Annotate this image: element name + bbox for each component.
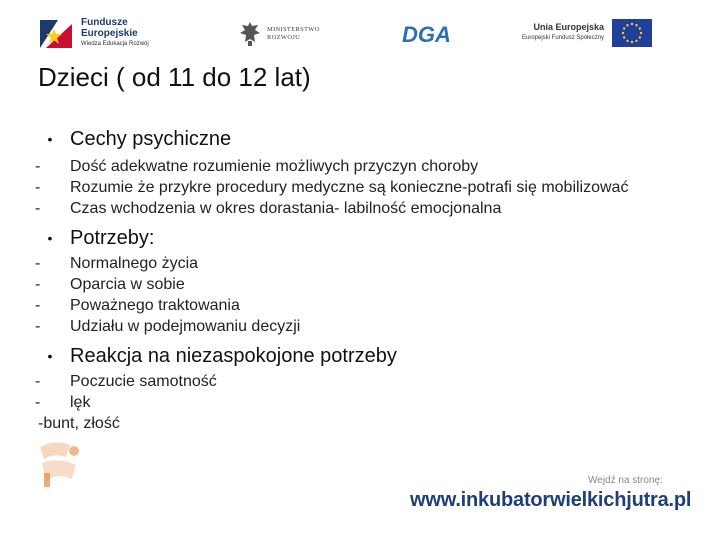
section-heading — [30, 225, 670, 251]
section-needs — [30, 225, 670, 337]
eu-line1: Unia Europejska — [533, 22, 605, 32]
bullet-icon: • — [47, 230, 53, 246]
dga-logo: DGA — [402, 22, 451, 47]
item-text: Rozumie że przykre procedury medyczne są konieczne-potrafi się mobilizować — [70, 179, 629, 196]
inkubator-logo-icon — [36, 437, 88, 493]
dash-marker: - — [35, 179, 41, 196]
section-heading — [30, 343, 670, 369]
bullet-icon: • — [47, 131, 53, 147]
fe-line1: Fundusze — [81, 16, 128, 28]
list-item — [30, 198, 670, 219]
eu-line2: Europejski Fundusz Społeczny — [522, 35, 605, 41]
item-text: Poważnego traktowania — [70, 297, 240, 314]
list-item — [30, 156, 670, 177]
dash-marker: - — [35, 200, 41, 217]
list-item — [30, 316, 670, 337]
bullet-icon: • — [47, 348, 53, 364]
list-item — [30, 371, 670, 392]
list-item — [30, 274, 670, 295]
heading-text: Cechy psychiczne — [70, 127, 232, 150]
fe-star-mark-icon — [36, 14, 76, 52]
item-text: Oparcia w sobie — [70, 276, 185, 293]
dash-marker: - — [35, 255, 41, 272]
item-text: lęk — [70, 394, 91, 411]
ministry-text — [267, 26, 320, 42]
list-item — [30, 177, 670, 198]
eu-text — [522, 22, 604, 44]
eu-flag-icon — [612, 19, 652, 47]
dash-marker: - — [35, 318, 41, 335]
item-text: Poczucie samotność — [70, 373, 217, 390]
ministry-line1: MINISTERSTWO — [267, 26, 320, 33]
section-reaction — [30, 343, 670, 434]
eagle-emblem-icon — [238, 20, 262, 48]
fe-line3: Wiedza Edukacja Rozwój — [81, 40, 149, 47]
dash-marker: - — [35, 394, 41, 411]
slide-content — [30, 126, 670, 434]
list-item-last: -bunt, złość — [38, 415, 120, 432]
list-item — [30, 295, 670, 316]
heading-text: Reakcja na niezaspokojone potrzeby — [70, 344, 397, 367]
fe-text — [81, 17, 149, 50]
ministry-logo — [238, 20, 320, 48]
fe-line2: Europejskie — [81, 27, 138, 39]
list-item — [30, 253, 670, 274]
dash-marker: - — [35, 373, 41, 390]
list-item — [30, 392, 670, 413]
dash-marker: - — [35, 158, 41, 175]
fundusze-europejskie-logo — [36, 14, 149, 52]
eu-logo — [522, 19, 652, 47]
slide-title: Dzieci ( od 11 do 12 lat) — [38, 62, 311, 92]
item-text: Udziału w podejmowaniu decyzji — [70, 318, 301, 335]
ministry-line2: ROZWOJU — [267, 34, 301, 41]
dash-marker: - — [35, 297, 41, 314]
section-traits — [30, 126, 670, 219]
logo-bar — [0, 0, 720, 60]
website-link[interactable]: www.inkubatorwielkichjutra.pl — [410, 489, 692, 511]
visit-label: Wejdź na stronę: — [588, 475, 663, 486]
heading-text: Potrzeby: — [70, 226, 155, 249]
section-heading — [30, 126, 670, 152]
item-text: Dość adekwatne rozumienie możliwych przyczyn choroby — [70, 158, 479, 175]
item-text: Czas wchodzenia w okres dorastania- labilność emocjonalna — [70, 200, 502, 217]
item-text: Normalnego życia — [70, 255, 199, 272]
dash-marker: - — [35, 276, 41, 293]
